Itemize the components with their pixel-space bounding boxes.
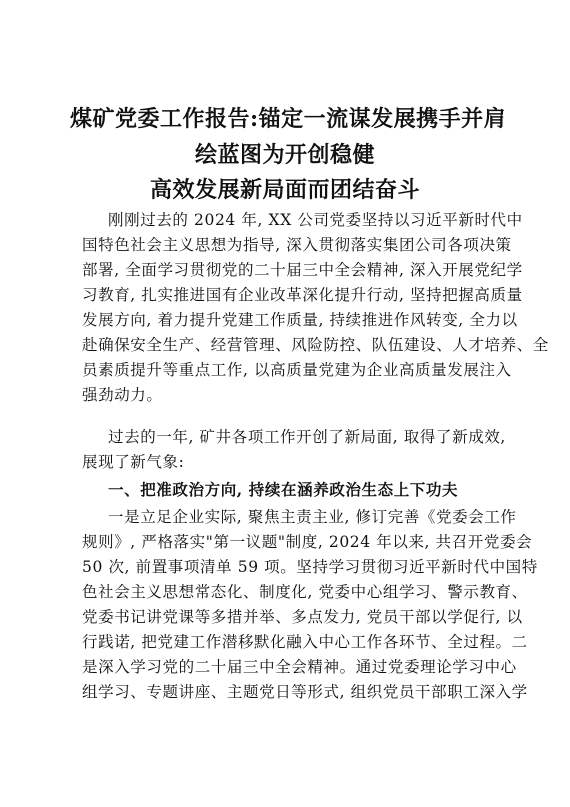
- paragraph-line: 强劲动力。: [82, 386, 163, 404]
- paragraph-line: 行践诺, 把党建工作潜移默化融入中心工作各环节、全过程。二: [82, 633, 528, 651]
- paragraph-line: 发展方向, 着力提升党建工作质量, 持续推进作风转变, 全力以: [82, 311, 518, 329]
- paragraph-line: 赴确保安全生产、经营管理、风险防控、队伍建设、人才培养、全: [82, 336, 549, 354]
- paragraph-line: 过去的一年, 矿井各项工作开创了新局面, 取得了新成效,: [108, 428, 506, 446]
- paragraph-line: 展现了新气象:: [82, 453, 185, 471]
- paragraph-line: 50 次, 前置事项清单 59 项。坚持学习贯彻习近平新时代中国特: [82, 558, 538, 576]
- paragraph-line: 刚刚过去的 2024 年, XX 公司党委坚持以习近平新时代中: [108, 211, 523, 229]
- document-title-line-2: 绘蓝图为开创稳健: [194, 142, 375, 168]
- paragraph-line: 国特色社会主义思想为指导, 深入贯彻落实集团公司各项决策: [82, 236, 512, 254]
- paragraph-line: 党委书记讲党课等多措并举、多点发力, 党员干部以学促行, 以: [82, 608, 523, 626]
- paragraph-line: 习教育, 扎实推进国有企业改革深化提升行动, 坚持把握高质量: [82, 286, 523, 304]
- paragraph-line: 员素质提升等重点工作, 以高质量党建为企业高质量发展注入: [82, 361, 512, 379]
- document-title-line-1: 煤矿党委工作报告:锚定一流谋发展携手并肩: [70, 106, 507, 132]
- paragraph-line: 是深入学习党的二十届三中全会精神。通过党委理论学习中心: [82, 658, 517, 676]
- paragraph-line: 一是立足企业实际, 聚焦主责主业, 修订完善《党委会工作: [108, 508, 517, 526]
- document-title-line-3: 高效发展新局面而团结奋斗: [149, 177, 420, 203]
- paragraph-line: 规则》, 严格落实"第一议题"制度, 2024 年以来, 共召开党委会: [82, 533, 533, 551]
- paragraph-line: 色社会主义思想常态化、制度化, 党委中心组学习、警示教育、: [82, 583, 528, 601]
- section-heading: 一、把准政治方向, 持续在涵养政治生态上下功夫: [108, 480, 459, 499]
- paragraph-line: 组学习、专题讲座、主题党日等形式, 组织党员干部职工深入学: [82, 683, 528, 701]
- paragraph-line: 部署, 全面学习贯彻党的二十届三中全会精神, 深入开展党纪学: [82, 261, 523, 279]
